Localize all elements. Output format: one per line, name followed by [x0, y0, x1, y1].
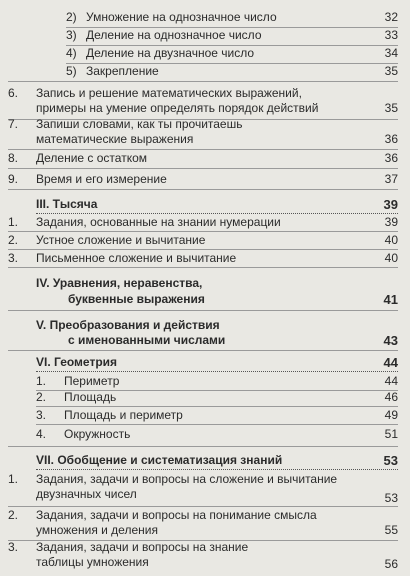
page-number: 37	[384, 172, 398, 186]
item-number: 1.	[8, 472, 19, 486]
page-number: 39	[384, 215, 398, 229]
page-number: 53	[383, 453, 398, 468]
item-number: 2.	[36, 390, 47, 404]
item-number: 2.	[8, 233, 19, 247]
subitem-title: Деление на однозначное число	[86, 28, 262, 42]
item-title-line1: Задания, задачи и вопросы на знание	[36, 540, 249, 554]
item-number: 3.	[36, 408, 47, 422]
page-number: 43	[383, 333, 398, 348]
item-number: 3.	[8, 251, 19, 265]
page-number: 35	[384, 101, 398, 115]
divider	[8, 249, 398, 250]
divider	[36, 424, 398, 425]
item-title-line2: умножения и деления	[36, 523, 158, 537]
item-title: Деление с остатком	[36, 151, 147, 165]
divider	[8, 506, 398, 507]
divider	[8, 446, 398, 447]
item-number: 4.	[36, 427, 47, 441]
item-number: 9.	[8, 172, 19, 186]
item-number: 1.	[8, 215, 19, 229]
item-number: 3.	[8, 540, 19, 554]
item-title-line2: таблицы умножения	[36, 555, 149, 569]
item-title-line1: Запиши словами, как ты прочитаешь	[36, 117, 243, 131]
page-number: 41	[383, 292, 398, 307]
page-number: 33	[384, 28, 398, 42]
page-number: 36	[384, 132, 398, 146]
page-number: 32	[384, 10, 398, 24]
subitem-number: 3)	[66, 28, 77, 42]
page-number: 34	[384, 46, 398, 60]
page-number: 53	[384, 491, 398, 505]
subitem-title: Закрепление	[86, 64, 159, 78]
divider	[36, 406, 398, 407]
item-title-line1: Запись и решение математических выражений,	[36, 86, 302, 100]
section-title-line1: IV. Уравнения, неравенства,	[36, 276, 203, 290]
subitem-title: Умножение на однозначное число	[86, 10, 277, 24]
item-title-line2: математические выражения	[36, 132, 194, 146]
divider	[8, 149, 398, 150]
divider	[8, 231, 398, 232]
divider	[8, 350, 398, 351]
divider	[36, 469, 398, 470]
page-number: 39	[383, 197, 398, 212]
page-number: 46	[384, 390, 398, 404]
page-number: 44	[384, 374, 398, 388]
item-title: Письменное сложение и вычитание	[36, 251, 237, 265]
section-title: VI. Геометрия	[36, 355, 118, 369]
divider	[8, 189, 398, 190]
page-number: 40	[384, 251, 398, 265]
subitem-number: 5)	[66, 64, 77, 78]
subitem-title: Деление на двузначное число	[86, 46, 255, 60]
divider	[8, 267, 398, 268]
item-title: Площадь и периметр	[64, 408, 183, 422]
item-title-line2: примеры на умение определять порядок действий	[36, 101, 319, 115]
item-title: Периметр	[64, 374, 120, 388]
item-number: 2.	[8, 508, 19, 522]
divider	[8, 81, 398, 82]
page-number: 36	[384, 151, 398, 165]
item-title-line1: Задания, задачи и вопросы на понимание смысла	[36, 508, 317, 522]
page-number: 35	[384, 64, 398, 78]
item-number: 7.	[8, 117, 19, 131]
section-title: III. Тысяча	[36, 197, 98, 211]
section-title-line2: буквенные выражения	[68, 292, 205, 306]
item-number: 6.	[8, 86, 19, 100]
section-title-line1: V. Преобразования и действия	[36, 318, 220, 332]
section-title: VII. Обобщение и систематизация знаний	[36, 453, 283, 467]
item-number: 8.	[8, 151, 19, 165]
divider	[8, 310, 398, 311]
page-number: 56	[384, 557, 398, 571]
item-title: Время и его измерение	[36, 172, 167, 186]
page-number: 49	[384, 408, 398, 422]
page-number: 40	[384, 233, 398, 247]
subitem-number: 4)	[66, 46, 77, 60]
subitem-number: 2)	[66, 10, 77, 24]
page-number: 44	[383, 355, 398, 370]
item-title: Задания, основанные на знании нумерации	[36, 215, 281, 229]
section-title-line2: с именованными числами	[68, 333, 226, 347]
divider	[36, 213, 398, 214]
item-title: Окружность	[64, 427, 131, 441]
divider	[8, 168, 398, 169]
item-title: Устное сложение и вычитание	[36, 233, 206, 247]
item-title: Площадь	[64, 390, 117, 404]
item-title-line2: двузначных чисел	[36, 487, 137, 501]
item-number: 1.	[36, 374, 47, 388]
divider	[36, 371, 398, 372]
page-number: 51	[384, 427, 398, 441]
page-number: 55	[384, 523, 398, 537]
item-title-line1: Задания, задачи и вопросы на сложение и вычитание	[36, 472, 338, 486]
